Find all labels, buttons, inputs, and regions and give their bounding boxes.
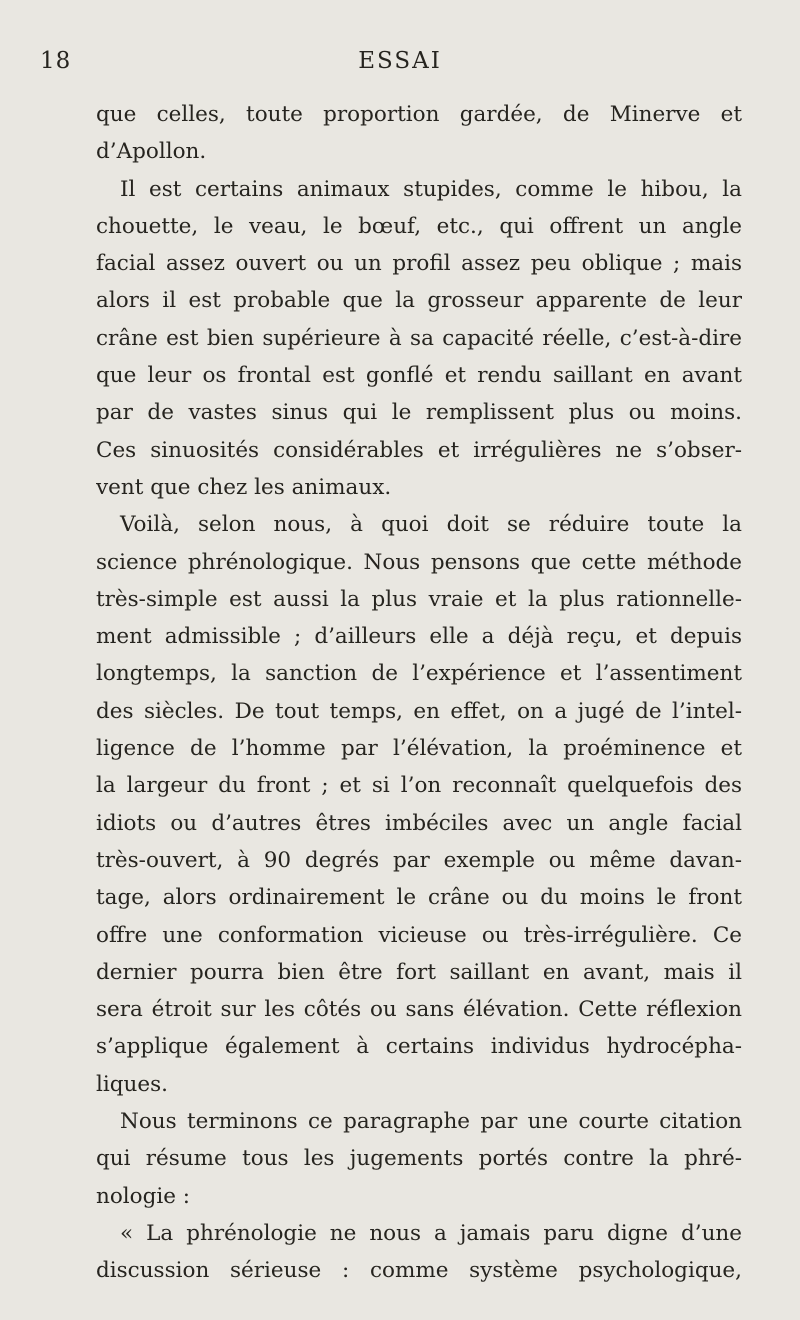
text-line: que celles, toute proportion gardée, de Minerve et bbox=[96, 102, 742, 127]
text-line: la largeur du front ; et si l’on reconnaît quelquefois des bbox=[96, 773, 742, 799]
text-line: idiots ou d’autres êtres imbéciles avec un angle facial bbox=[96, 810, 742, 836]
text-line: offre une conformation vicieuse ou très-irrégulière. Ce bbox=[96, 922, 742, 948]
text-line: ligence de l’homme par l’élévation, la proéminence et bbox=[96, 736, 742, 762]
text-line: vent que chez les animaux. bbox=[96, 474, 392, 500]
text-line: facial assez ouvert ou un profil assez peu oblique ; mais bbox=[96, 251, 742, 277]
text-line: qui résume tous les jugements portés contre la phré- bbox=[96, 1146, 742, 1172]
text-line: très-simple est aussi la plus vraie et la plus rationnelle- bbox=[96, 586, 742, 612]
text-line: science phrénologique. Nous pensons que cette méthode bbox=[96, 549, 742, 575]
body-text bbox=[96, 96, 742, 1290]
text-line: dernier pourra bien être fort saillant en avant, mais il bbox=[96, 959, 742, 985]
text-line: Il est certains animaux stupides, comme le hibou, la bbox=[120, 176, 742, 202]
text-line: sera étroit sur les côtés ou sans élévation. Cette réflexion bbox=[96, 997, 742, 1023]
text-line: par de vastes sinus qui le remplissent plus ou moins. bbox=[96, 400, 742, 426]
text-line: d’Apollon. bbox=[96, 139, 207, 165]
text-line: très-ouvert, à 90 degrés par exemple ou même davan- bbox=[96, 847, 742, 873]
text-line: ment admissible ; d’ailleurs elle a déjà reçu, et depuis bbox=[96, 624, 742, 650]
text-line: Ces sinuosités considérables et irrégulières ne s’obser- bbox=[96, 437, 742, 463]
text-line: Voilà, selon nous, à quoi doit se réduire toute la bbox=[120, 512, 742, 538]
running-title: ESSAI bbox=[358, 48, 442, 74]
text-line: liques. bbox=[96, 1071, 168, 1097]
text-line: alors il est probable que la grosseur apparente de leur bbox=[96, 288, 742, 314]
text-line: tage, alors ordinairement le crâne ou du moins le front bbox=[96, 885, 742, 911]
text-line: chouette, le veau, le bœuf, etc., qui offrent un angle bbox=[96, 213, 742, 239]
text-line: s’applique également à certains individus hydrocépha- bbox=[96, 1034, 742, 1060]
page-number: 18 bbox=[40, 48, 72, 74]
text-line: « La phrénologie ne nous a jamais paru digne d’une bbox=[120, 1220, 742, 1246]
text-line: des siècles. De tout temps, en effet, on a jugé de l’intel- bbox=[96, 698, 742, 724]
text-line: longtemps, la sanction de l’expérience et l’assentiment bbox=[96, 661, 742, 687]
text-line: nologie : bbox=[96, 1183, 191, 1209]
text-line: discussion sérieuse : comme système psychologique, bbox=[96, 1258, 742, 1284]
text-line: Nous terminons ce paragraphe par une courte citation bbox=[120, 1109, 742, 1135]
text-line: crâne est bien supérieure à sa capacité réelle, c’est-à-dire bbox=[96, 325, 742, 351]
text-line: que leur os frontal est gonflé et rendu saillant en avant bbox=[96, 363, 742, 389]
page-header bbox=[40, 48, 760, 88]
